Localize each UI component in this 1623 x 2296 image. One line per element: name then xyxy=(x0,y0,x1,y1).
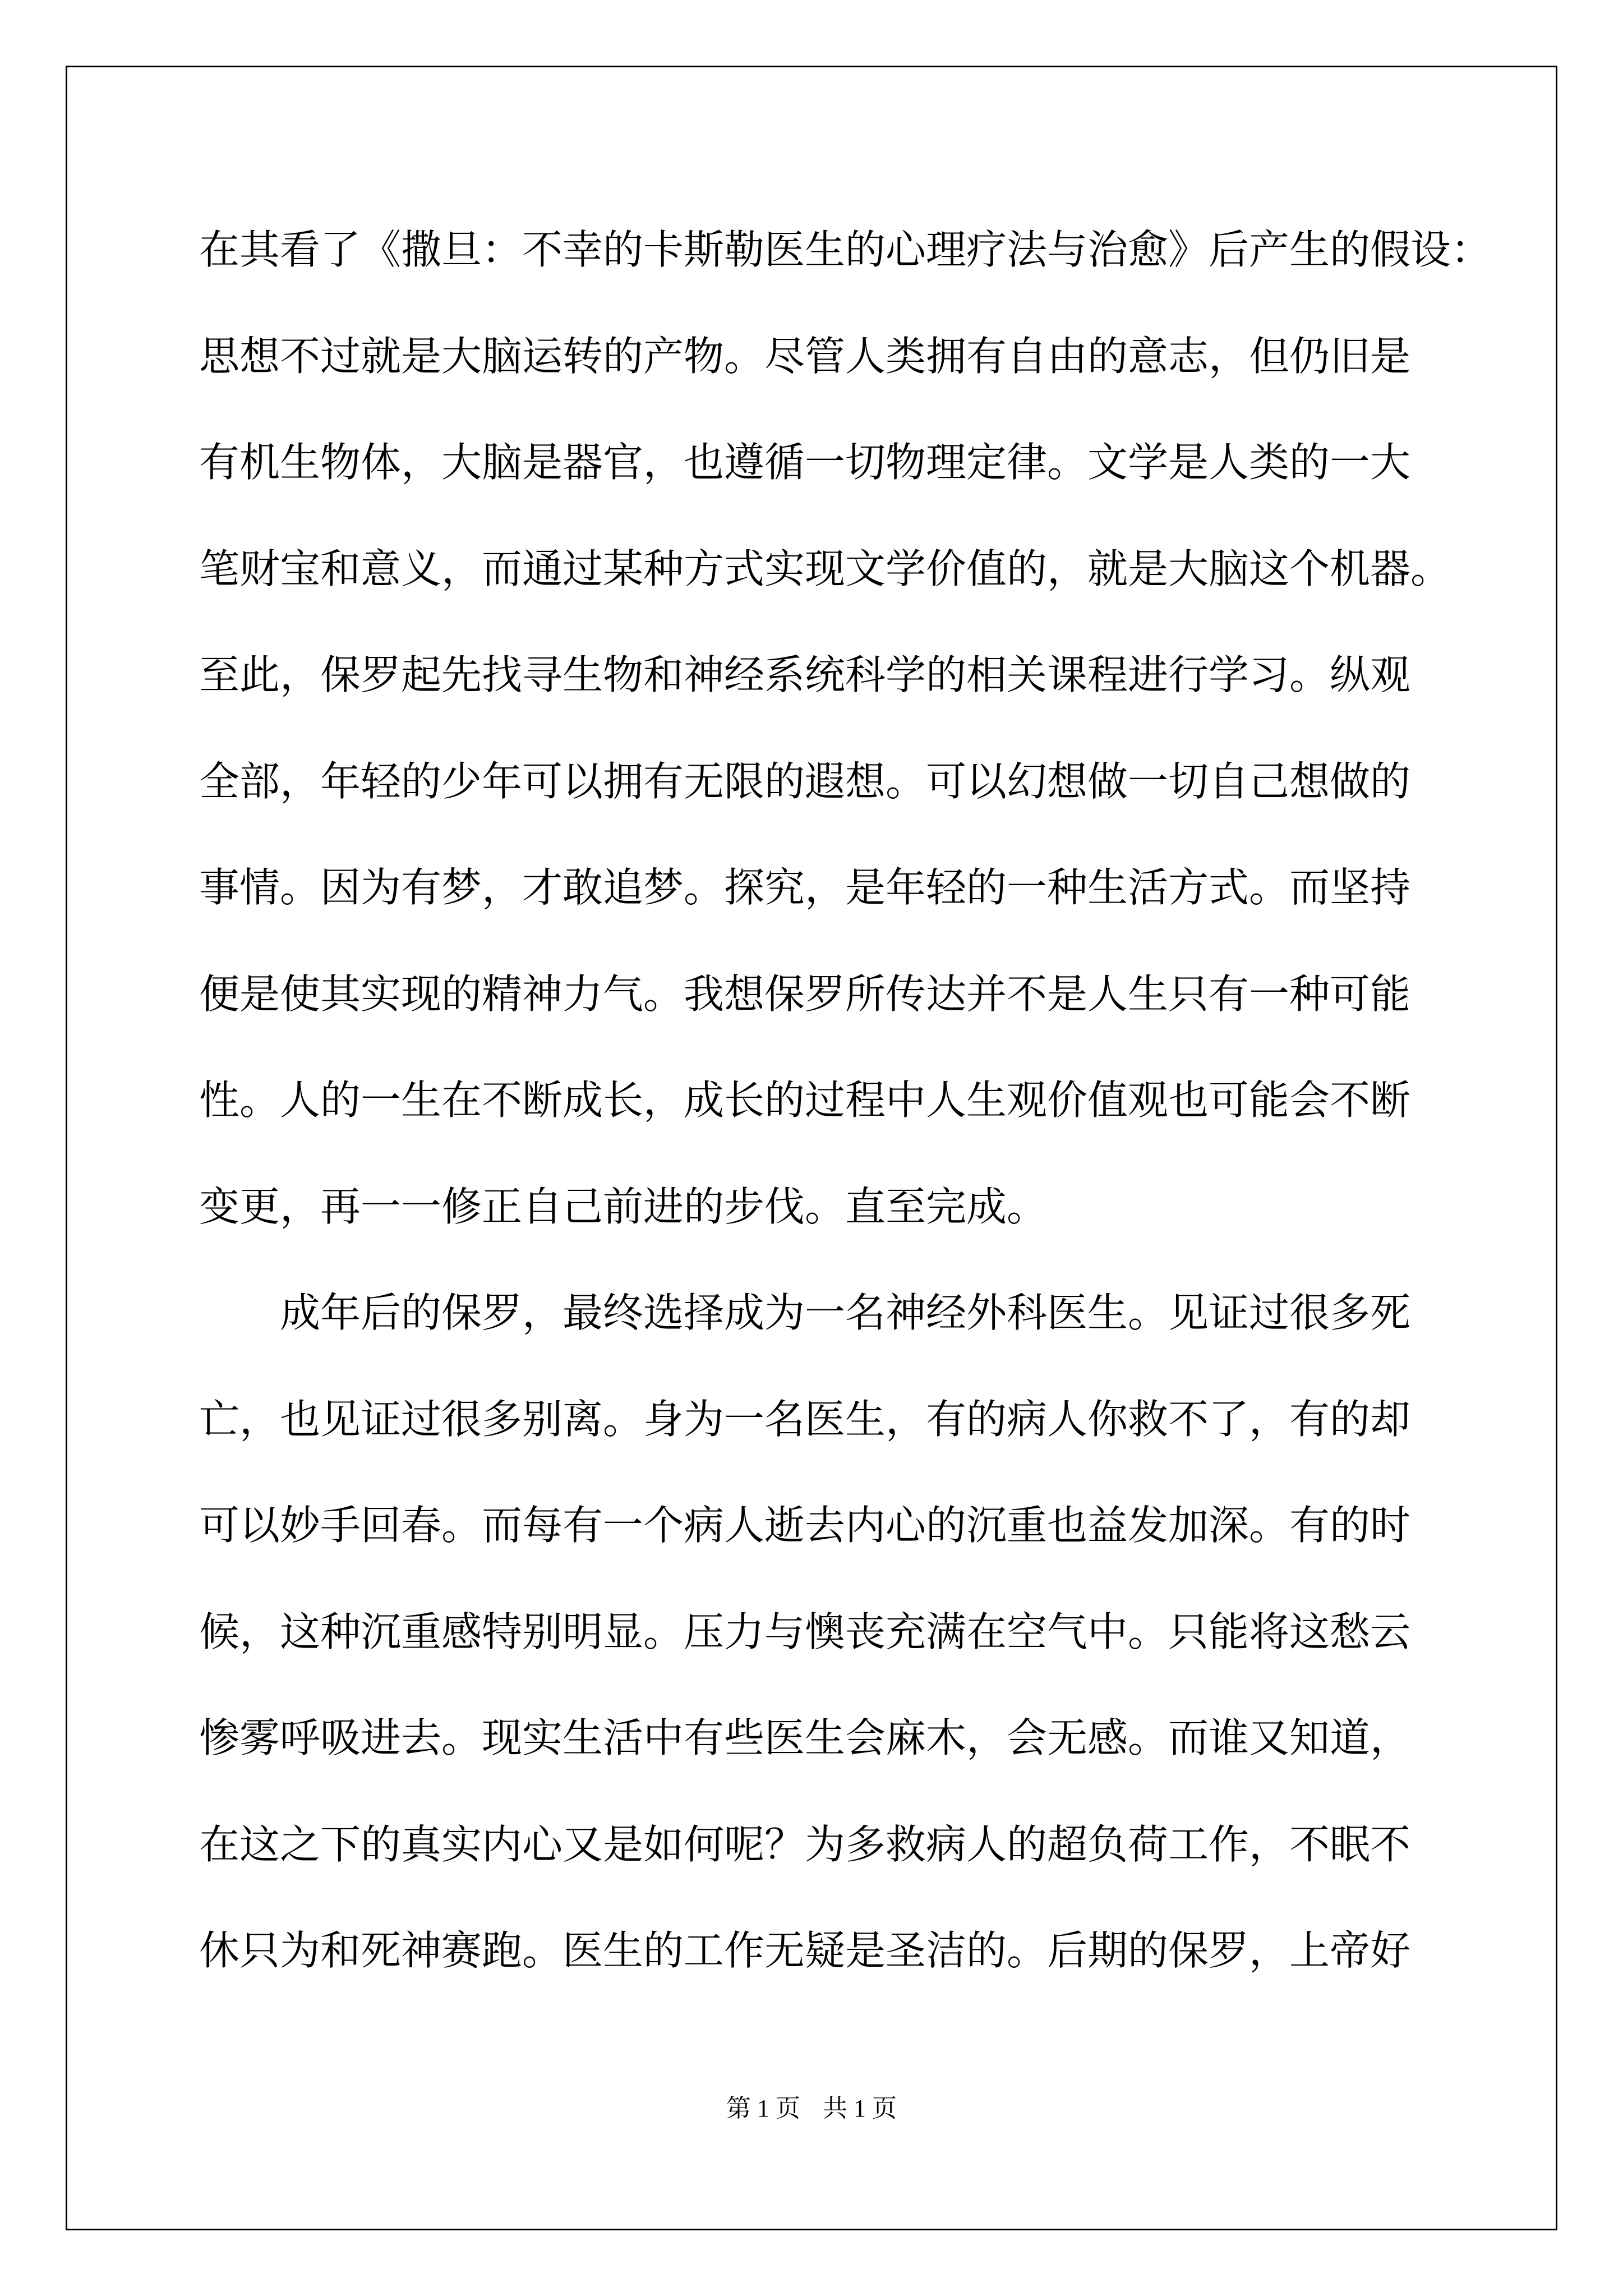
text-line: 惨雾呼吸进去。现实生活中有些医生会麻木，会无感。而谁又知道， xyxy=(199,1714,1411,1761)
text-line: 全部，年轻的少年可以拥有无限的遐想。可以幻想做一切自己想做的 xyxy=(199,757,1411,805)
text-line: 性。人的一生在不断成长，成长的过程中人生观价值观也可能会不断 xyxy=(199,1076,1411,1124)
text-line: 候，这种沉重感特别明显。压力与懊丧充满在空气中。只能将这愁云 xyxy=(199,1608,1411,1655)
page-footer xyxy=(0,2088,1623,2124)
page-number: 第 1 页 xyxy=(726,2095,800,2122)
text-line: 可以妙手回春。而每有一个病人逝去内心的沉重也益发加深。有的时 xyxy=(199,1502,1411,1549)
text-line: 成年后的保罗，最终选择成为一名神经外科医生。见证过很多死 xyxy=(280,1289,1411,1336)
text-line: 亡，也见证过很多别离。身为一名医生，有的病人你救不了，有的却 xyxy=(199,1395,1411,1443)
page-total: 共 1 页 xyxy=(823,2095,897,2122)
text-line: 至此，保罗起先找寻生物和神经系统科学的相关课程进行学习。纵观 xyxy=(199,651,1411,698)
text-line: 思想不过就是大脑运转的产物。尽管人类拥有自由的意志，但仍旧是 xyxy=(199,332,1411,380)
text-line: 有机生物体，大脑是器官，也遵循一切物理定律。文学是人类的一大 xyxy=(199,439,1411,486)
body-text xyxy=(199,219,1492,2026)
text-line: 在其看了《撒旦：不幸的卡斯勒医生的心理疗法与治愈》后产生的假设： xyxy=(199,226,1492,273)
text-line: 休只为和死神赛跑。医生的工作无疑是圣洁的。后期的保罗，上帝好 xyxy=(199,1927,1411,1974)
text-line: 事情。因为有梦，才敢追梦。探究，是年轻的一种生活方式。而坚持 xyxy=(199,864,1411,911)
text-line: 变更，再一一修正自己前进的步伐。直至完成。 xyxy=(199,1182,1048,1230)
text-line: 笔财宝和意义，而通过某种方式实现文学价值的，就是大脑这个机器。 xyxy=(199,545,1451,592)
text-line: 在这之下的真实内心又是如何呢？为多救病人的超负荷工作，不眠不 xyxy=(199,1820,1411,1868)
text-line: 便是使其实现的精神力气。我想保罗所传达并不是人生只有一种可能 xyxy=(199,970,1411,1018)
